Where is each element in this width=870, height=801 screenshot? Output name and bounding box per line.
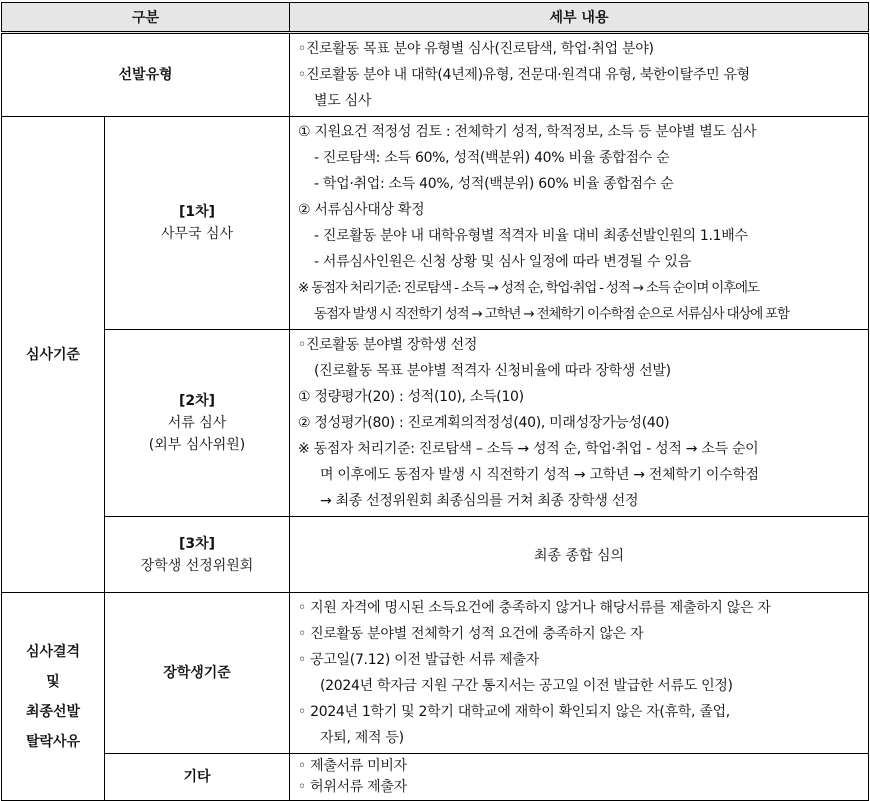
selection-row xyxy=(2,33,869,117)
stage3-row xyxy=(2,517,869,593)
stage1-details xyxy=(290,117,869,330)
selection-line: 별도 심사 xyxy=(314,93,372,109)
stage1-note: ※ 동점자 처리기준: 진로탐색 - 소득 → 성적 순, 학업·취업 - 성적 → 소득 순이며 이후에도 xyxy=(298,280,759,296)
header-row xyxy=(2,3,869,33)
stage1-subtitle: 사무국 심사 xyxy=(160,226,234,242)
stage3-title: [3차] xyxy=(178,535,216,552)
disqualification-label-line: 심사결격 xyxy=(25,643,81,660)
disqualification-label-line: 탈락사유 xyxy=(25,733,81,750)
other-label: 기타 xyxy=(105,754,290,801)
other-details xyxy=(290,754,869,801)
disqualification-label-line: 및 xyxy=(46,673,60,690)
selection-details xyxy=(290,33,869,117)
stage1-label xyxy=(105,117,290,330)
disqualification-label-line: 최종선발 xyxy=(25,703,81,720)
stage1-line: - 진로활동 분야 내 대학유형별 적격자 비율 대비 최종선발인원의 1.1배수 xyxy=(314,228,748,244)
stage3-label xyxy=(105,517,290,593)
other-line: ◦ 허위서류 제출자 xyxy=(298,779,407,795)
scholar-line: 자퇴, 제적 등) xyxy=(320,730,404,746)
selection-line: ◦진로활동 분야 내 대학(4년제)유형, 전문대·원격대 유형, 북한이탈주민 유형 xyxy=(298,67,750,83)
stage1-line: - 학업·취업: 소득 40%, 성적(백분위) 60% 비율 종합점수 순 xyxy=(314,176,674,192)
stage2-note: → 최종 선정위원회 최종심의를 거쳐 최종 장학생 선정 xyxy=(320,493,639,509)
criteria-label: 심사기준 xyxy=(2,117,105,593)
stage2-row xyxy=(2,330,869,517)
other-line: ◦ 제출서류 미비자 xyxy=(298,758,407,774)
header-category: 구분 xyxy=(2,3,290,33)
stage2-note: 며 이후에도 동점자 발생 시 직전학기 성적 → 고학년 → 전체학기 이수학점 xyxy=(320,467,759,483)
stage3-subtitle: 장학생 선정위원회 xyxy=(140,557,254,574)
stage1-note: 동점자 발생 시 직전학기 성적 → 고학년 → 전체학기 이수학점 순으로 서류심사 대상에 포함 xyxy=(314,306,789,322)
scholar-line: ◦ 지원 자격에 명시된 소득요건에 충족하지 않거나 해당서류를 제출하지 않은 자 xyxy=(298,600,771,616)
scholar-criteria-row xyxy=(2,593,869,754)
stage1-line: - 진로탐색: 소득 60%, 성적(백분위) 40% 비율 종합점수 순 xyxy=(314,150,670,166)
stage3-content: 최종 종합 심의 xyxy=(290,517,869,593)
stage1-line: ② 서류심사대상 확정 xyxy=(298,202,425,218)
stage1-title: [1차] xyxy=(178,204,216,220)
stage2-line: ② 정성평가(80) : 진로계획의적정성(40), 미래성장가능성(40) xyxy=(298,415,670,431)
scholar-line: ◦ 공고일(7.12) 이전 발급한 서류 제출자 xyxy=(298,652,539,668)
stage2-title: [2차] xyxy=(178,393,216,409)
selection-line: ◦진로활동 목표 분야 유형별 심사(진로탐색, 학업·취업 분야) xyxy=(298,41,654,57)
stage2-note: ※ 동점자 처리기준: 진로탐색 – 소득 → 성적 순, 학업·취업 - 성적 → 소득 순이 xyxy=(298,441,759,457)
scholar-line: ◦ 2024년 1학기 및 2학기 대학교에 재학이 확인되지 않은 자(휴학, 졸업, xyxy=(298,704,730,720)
stage1-line: ① 지원요건 적정성 검토 : 전체학기 성적, 학적정보, 소득 등 분야별 별도 심사 xyxy=(298,124,757,140)
header-details: 세부 내용 xyxy=(290,3,869,33)
scholar-criteria-details xyxy=(290,593,869,754)
selection-label: 선발유형 xyxy=(2,33,290,117)
stage2-subtitle: 서류 심사 xyxy=(167,415,227,431)
scholarship-criteria-table xyxy=(1,2,869,801)
scholar-criteria-label: 장학생기준 xyxy=(105,593,290,754)
stage2-details xyxy=(290,330,869,517)
stage1-row xyxy=(2,117,869,330)
stage2-subtitle2: (외부 심사위원) xyxy=(148,437,246,453)
disqualification-label xyxy=(2,593,105,801)
other-row xyxy=(2,754,869,801)
stage2-line: ① 정량평가(20) : 성적(10), 소득(10) xyxy=(298,389,524,405)
stage2-label xyxy=(105,330,290,517)
stage2-line: ◦진로활동 분야별 장학생 선정 xyxy=(298,337,478,353)
scholar-line: (2024년 학자금 지원 구간 통지서는 공고일 이전 발급한 서류도 인정) xyxy=(320,678,733,694)
scholar-line: ◦ 진로활동 분야별 전체학기 성적 요건에 충족하지 않은 자 xyxy=(298,626,644,642)
stage1-line: - 서류심사인원은 신청 상황 및 심사 일정에 따라 변경될 수 있음 xyxy=(314,254,691,270)
stage2-line: (진로활동 목표 분야별 적격자 신청비율에 따라 장학생 선발) xyxy=(314,363,671,379)
